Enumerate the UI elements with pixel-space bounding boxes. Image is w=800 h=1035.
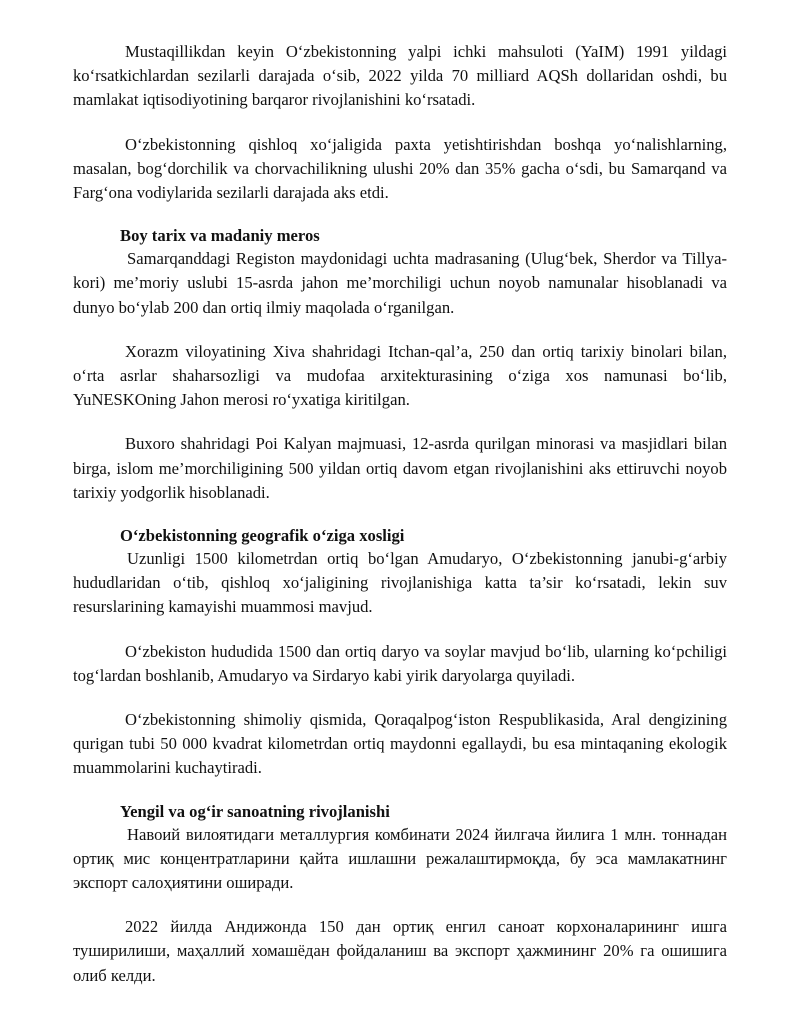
paragraph-amudaryo: Uzunligi 1500 kilometrdan ortiq bo‘lgan Amudaryo, O‘zbekistonning janubi-g‘arbiy hududlaridan o‘tib, qishloq xo‘jaligining rivojlanishiga katta ta’sir ko‘rsatadi, lekin suv resurslarining kamayishi muammosi mavjud. bbox=[73, 549, 727, 617]
paragraph-gdp: Mustaqillikdan keyin O‘zbekistonning yalpi ichki mahsuloti (YaIM) 1991 yildagi ko‘rsatkichlardan sezilarli darajada o‘sib, 2022 yilda 70 milliard AQSh dollaridan oshdi, bu mamlakat iqtisodiyotining barqaror rivojlanishini ko‘rsatadi. bbox=[73, 42, 727, 110]
heading-geography: O‘zbekistonning geografik o‘ziga xosligi bbox=[120, 526, 405, 546]
paragraph-aral-sea: O‘zbekistonning shimoliy qismida, Qoraqalpog‘iston Respublikasida, Aral dengizining qurigan tubi 50 000 kvadrat kilometrdan ortiq maydonni egallaydi, bu esa mintaqaning ekologik muammolarini kuchaytiradi. bbox=[73, 710, 727, 778]
paragraph-registan: Samarqanddagi Registon maydonidagi uchta madrasaning (Ulug‘bek, Sherdor va Tillya-kori) me’moriy uslubi 15-asrda jahon me’morchiligi uchun noyob namunalar hisoblanadi va dunyo bo‘ylab 200 dan ortiq ilmiy maqolada o‘rganilgan. bbox=[73, 249, 727, 317]
paragraph-agriculture: O‘zbekistonning qishloq xo‘jaligida paxta yetishtirishdan boshqa yo‘nalishlarning, masalan, bog‘dorchilik va chorvachilikning ulushi 20% dan 35% gacha o‘sdi, bu Samarqand va Farg‘ona vodiylarida sezilarli darajada aks etdi. bbox=[73, 134, 727, 203]
heading-industry: Yengil va og‘ir sanoatning rivojlanishi bbox=[120, 801, 390, 821]
heading-history-heritage: Boy tarix va madaniy meros bbox=[120, 226, 320, 246]
document-page bbox=[73, 40, 727, 988]
paragraph-poi-kalyan: Buxoro shahridagi Poi Kalyan majmuasi, 12-asrda qurilgan minorasi va masjidlari bilan birga, islom me’morchiligining 500 yildan ortiq davom etgan rivojlanishini aks ettiruvchi noyob tarixiy yodgorlik hisoblanadi. bbox=[73, 434, 727, 502]
paragraph-andijan-industry: 2022 йилда Андижонда 150 дан ортиқ енгил саноат корхоналарининг ишга туширилиши, маҳаллий хомашёдан фойдаланиш ва экспорт ҳажмининг 20% га ошишига олиб келди. bbox=[73, 917, 727, 985]
paragraph-navoi-metallurgy: Навоий вилоятидаги металлургия комбинати 2024 йилгача йилига 1 млн. тоннадан ортиқ мис концентратларини қайта ишлашни режалаштирмоқда, бу эса мамлакатнинг экспорт салоҳиятини оширади. bbox=[73, 824, 727, 893]
paragraph-rivers: O‘zbekiston hududida 1500 dan ortiq daryo va soylar mavjud bo‘lib, ularning ko‘pchiligi tog‘lardan boshlanib, Amudaryo va Sirdaryo kabi yirik daryolarga quyiladi. bbox=[73, 641, 727, 685]
paragraph-itchan-qala: Xorazm viloyatining Xiva shahridagi Itchan-qal’a, 250 dan ortiq tarixiy binolari bilan, o‘rta asrlar shaharsozligi va mudofaa arxitekturasining o‘ziga xos namunasi bo‘lib, YuNESKOning Jahon merosi ro‘yxatiga kiritilgan. bbox=[73, 341, 727, 410]
